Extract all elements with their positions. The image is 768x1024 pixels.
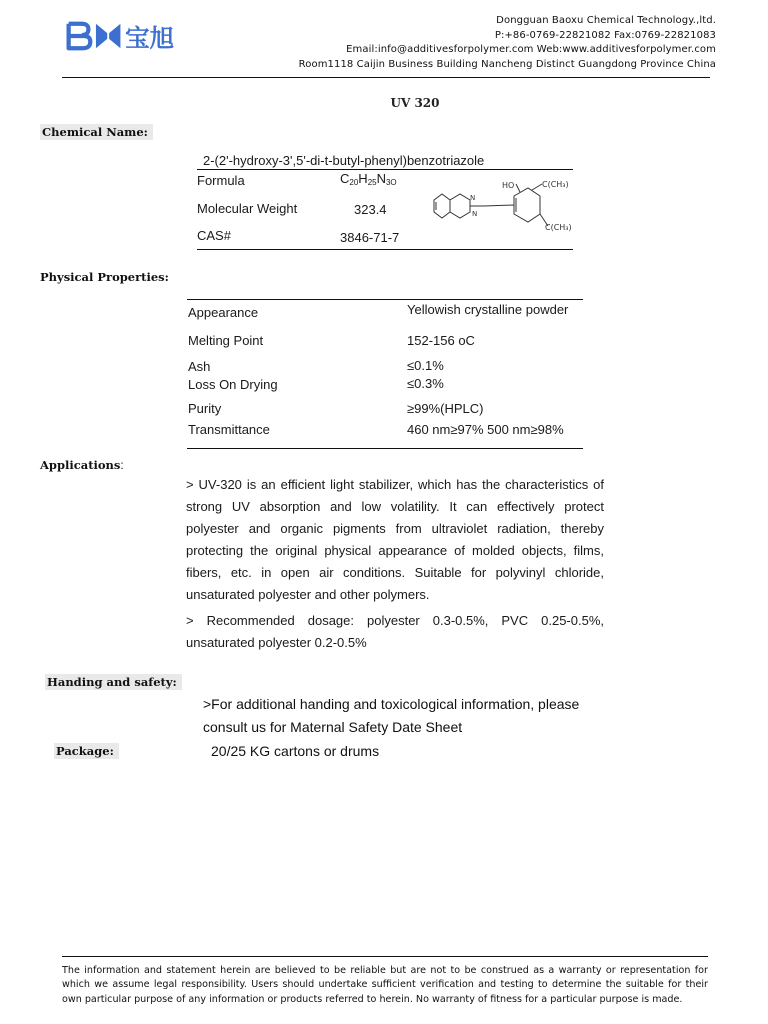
chem-table-top-rule [197,169,573,170]
cas-value: 3846-71-7 [340,230,400,245]
section-handling [45,675,182,689]
formula-label: Formula [197,173,245,188]
applications-paragraph-2: > Recommended dosage: polyester 0.3-0.5%, PVC 0.25-0.5%, unsaturated polyester 0.2-0.5% [186,613,604,650]
structure-label-n2: N [472,210,478,218]
prop-value: ≤0.3% [407,376,444,391]
mw-label: Molecular Weight [197,201,298,216]
prop-value: 460 nm≥97% 500 nm≥98% [407,422,564,437]
section-chemical-name-label: Chemical Name: [40,124,153,140]
phys-table-bottom-rule [187,448,583,449]
address: Room1118 Caijin Business Building Nancheng Distinct Guangdong Province China [298,59,716,70]
mw-value: 323.4 [354,202,387,217]
section-package [54,744,119,758]
prop-value: 152-156 oC [407,333,475,348]
structure-diagram [428,172,578,238]
prop-name: Appearance [188,305,259,320]
svg-text:宝旭: 宝旭 [125,23,175,52]
phys-table-top-rule [187,299,583,300]
section-applications-label: Applications [40,458,121,472]
prop-name: Loss On Drying [188,377,278,392]
structure-label-n1: N [470,194,476,202]
footer-rule [62,956,708,957]
prop-name: Transmittance [188,422,270,437]
prop-value: ≤0.1% [407,358,444,373]
phone-fax: P:+86-0769-22821082 Fax:0769-22821083 [494,30,716,41]
prop-value: Yellowish crystalline powder [407,302,569,317]
header-rule [62,77,710,78]
prop-name: Purity [188,401,222,416]
package-text: 20/25 KG cartons or drums [211,743,380,759]
footer-disclaimer: The information and statement herein are believed to be reliable but are not to be construed as a warranty or representation for which we assume legal responsibility. Users should undertake sufficient verification and testing to determine the suitable for their own particular purpose of any information or products referred to herein. No warranty of fitness for a particular purpose is made. [62,965,708,1005]
page-title: UV 320 [390,96,440,110]
cas-label: CAS# [197,228,231,243]
section-package-label: Package: [54,743,119,759]
handling-text: >For additional handing and toxicological information, please consult us for Maternal Safety Date Sheet [203,696,580,735]
email-web: Email:info@additivesforpolymer.com Web:www.additivesforpolymer.com [346,44,716,55]
prop-name: Melting Point [188,333,264,348]
company-name: Dongguan Baoxu Chemical Technology.,ltd. [496,15,716,26]
section-chemical-name [40,125,153,139]
company-logo [62,20,192,52]
section-applications [40,454,124,473]
structure-label-tbu2: C(CH₃) [545,223,572,232]
chem-table-bottom-rule [197,249,573,250]
chemical-full-name: 2-(2'-hydroxy-3',5'-di-t-butyl-phenyl)benzotriazole [203,153,485,168]
applications-paragraph-1: > UV-320 is an efficient light stabilizer, which has the characteristics of strong UV absorption and low volatility. It can effectively protect polyester and organic pigments from ultraviolet radiation, thereby protecting the original physical appearance of molded objects, films, fibers, etc. in open air conditions. Suitable for polyvinyl chloride, unsaturated polyester and other polymers. [186,477,604,602]
section-handling-label: Handing and safety: [45,674,182,690]
section-physical-properties: Physical Properties: [40,270,169,284]
prop-value: ≥99%(HPLC) [407,401,484,416]
section-applications-colon: : [120,458,124,472]
structure-label-ho: HO [502,181,515,190]
formula-value: $C_{20}H_{25}N_{3O}$ [340,171,397,187]
structure-label-tbu1: C(CH₃) [542,180,569,189]
prop-name: Ash [188,359,211,374]
